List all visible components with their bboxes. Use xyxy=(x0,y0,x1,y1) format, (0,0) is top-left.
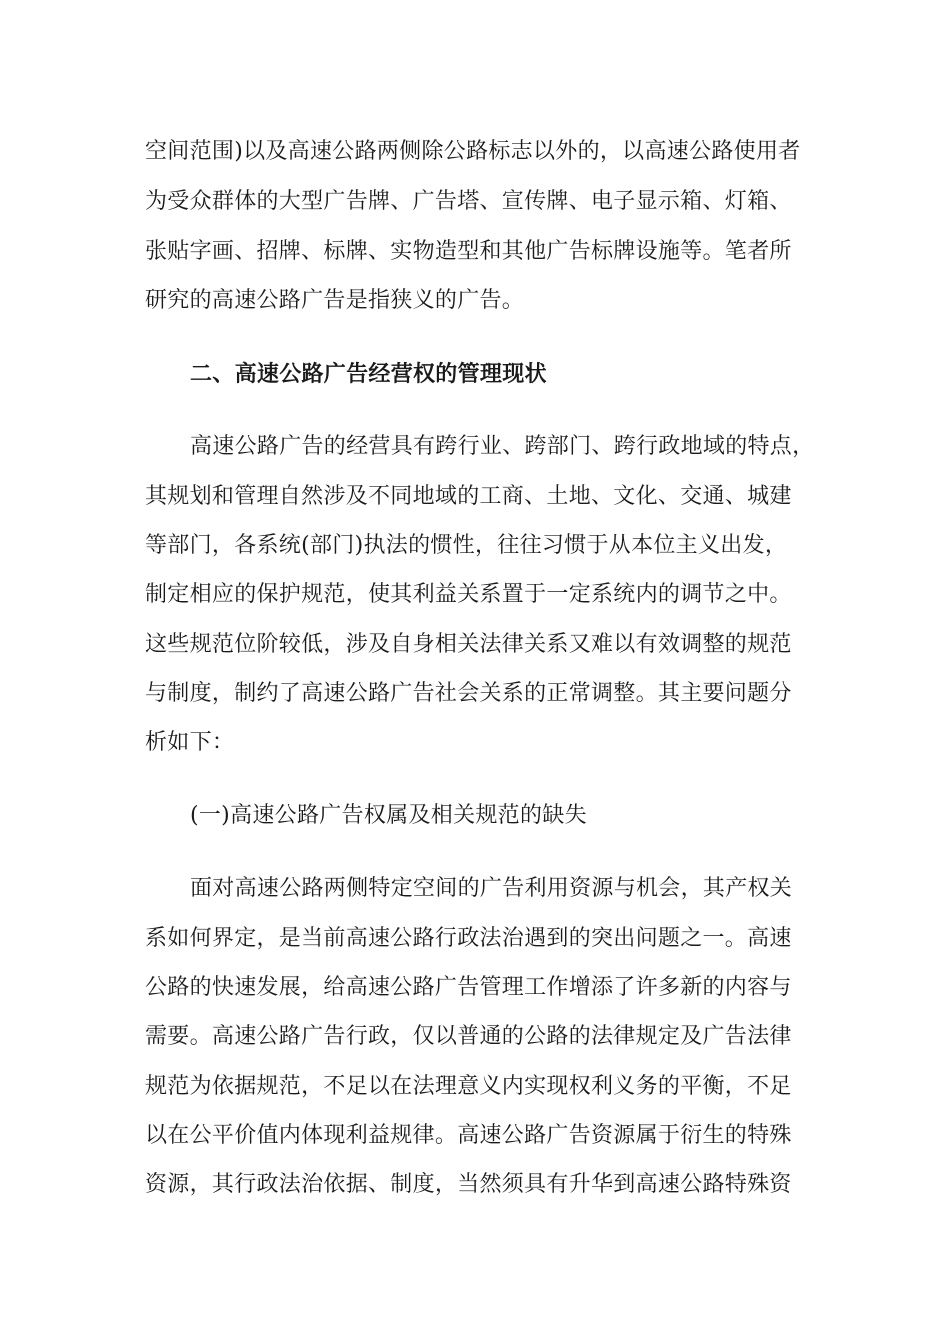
text-line: 高速公路广告的经营具有跨行业、跨部门、跨行政地域的特点， xyxy=(190,434,815,459)
text-line: 等部门，各系统(部门)执法的惯性，往往习惯于从本位主义出发， xyxy=(145,533,788,558)
text-line: 析如下： xyxy=(145,730,235,755)
text-line: 研究的高速公路广告是指狭义的广告。 xyxy=(145,288,525,313)
text-line: 资源，其行政法治依据、制度，当然须具有升华到高速公路特殊资 xyxy=(145,1172,792,1197)
text-line: 系如何界定，是当前高速公路行政法治遇到的突出问题之一。高速 xyxy=(145,926,792,951)
text-line: 面对高速公路两侧特定空间的广告利用资源与机会，其产权关 xyxy=(190,876,793,901)
text-line: 公路的快速发展，给高速公路广告管理工作增添了许多新的内容与 xyxy=(145,975,792,1000)
text-line: 为受众群体的大型广告牌、广告塔、宣传牌、电子显示箱、灯箱、 xyxy=(145,189,792,214)
subsection-heading: (一)高速公路广告权属及相关规范的缺失 xyxy=(190,803,587,828)
text-line: 其规划和管理自然涉及不同地域的工商、土地、文化、交通、城建 xyxy=(145,484,792,509)
text-line: 这些规范位阶较低，涉及自身相关法律关系又难以有效调整的规范 xyxy=(145,632,792,657)
text-line: 以在公平价值内体现利益规律。高速公路广告资源属于衍生的特殊 xyxy=(145,1123,792,1148)
text-line: 制定相应的保护规范，使其利益关系置于一定系统内的调节之中。 xyxy=(145,582,792,607)
text-line: 张贴字画、招牌、标牌、实物造型和其他广告标牌设施等。笔者所 xyxy=(145,239,792,264)
text-line: 规范为依据规范，不足以在法理意义内实现权利义务的平衡，不足 xyxy=(145,1074,792,1099)
text-line: 空间范围)以及高速公路两侧除公路标志以外的，以高速公路使用者 xyxy=(145,139,801,164)
section-heading: 二、高速公路广告经营权的管理现状 xyxy=(190,361,547,387)
text-line: 与制度，制约了高速公路广告社会关系的正常调整。其主要问题分 xyxy=(145,681,792,706)
text-line: 需要。高速公路广告行政，仅以普通的公路的法律规定及广告法律 xyxy=(145,1024,792,1049)
